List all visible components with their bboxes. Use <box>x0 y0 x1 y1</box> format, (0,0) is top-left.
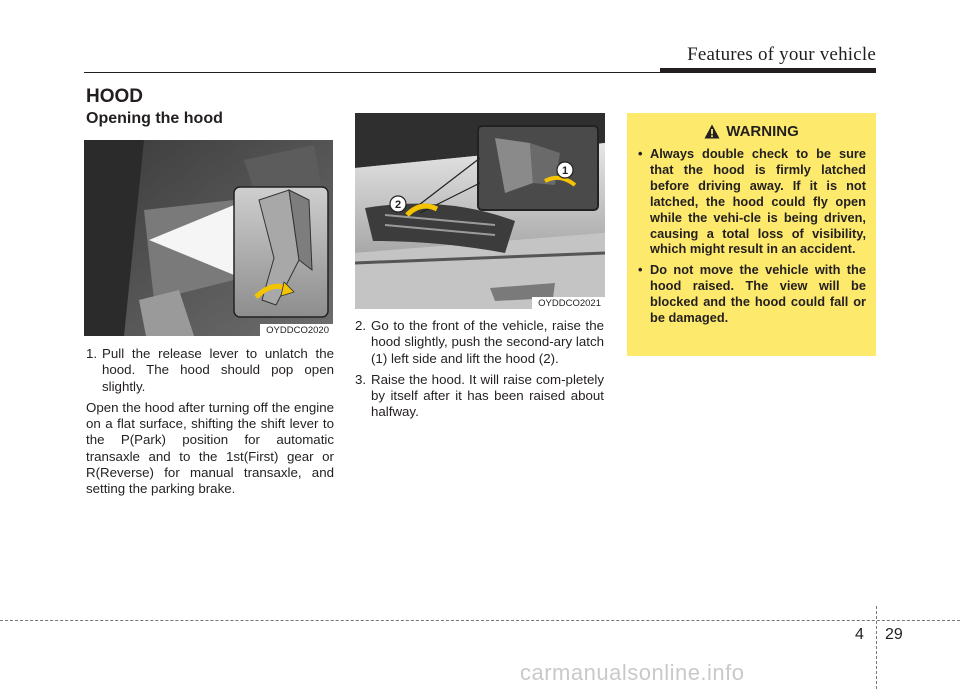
step-3-text: Raise the hood. It will raise com-pletely by itself after it has been raised about halfway. <box>371 371 604 420</box>
warning-box <box>627 113 876 356</box>
instruction-paragraph: Open the hood after turning off the engine on a flat surface, shifting the shift lever to the P(Park) position for automatic transaxle and to the 1st(First) gear or R(Reverse) for manual transaxle, and setting the parking brake. <box>86 399 334 497</box>
hood-latch-illustration <box>355 113 605 309</box>
warning-item-1 <box>637 146 866 257</box>
callout-1-text: 1 <box>561 165 569 177</box>
header-rule-thick <box>660 68 876 73</box>
header-rule-thin <box>84 72 660 73</box>
footer-dashed-rule <box>0 620 960 621</box>
bullet: • <box>638 146 643 161</box>
warning-header <box>637 123 866 140</box>
warning-item-1-text: Always double check to be sure that the hood is firmly latched before driving away. If it is not latched, the hood could fly open while the vehi-cle is being driven, causing a total loss of visibility, which might result in an accident. <box>650 146 866 257</box>
step-2 <box>355 318 604 367</box>
middle-column-text <box>355 318 604 421</box>
footer-dashed-divider <box>876 606 877 689</box>
warning-title: WARNING <box>726 123 799 140</box>
warning-item-2-text: Do not move the vehicle with the hood raised. The view will be blocked and the hood could fall or be damaged. <box>650 262 866 326</box>
warning-item-2 <box>637 262 866 326</box>
left-column-text <box>86 346 334 498</box>
callout-2-text: 2 <box>394 199 402 211</box>
release-lever-illustration <box>84 140 333 336</box>
figure-code-left: OYDDCO2020 <box>260 324 333 336</box>
step-3 <box>355 372 604 421</box>
watermark: carmanualsonline.info <box>520 660 745 685</box>
warning-list <box>637 146 866 326</box>
section-title: HOOD <box>86 86 143 107</box>
bullet: • <box>638 262 643 278</box>
step-3-number: 3. <box>355 371 367 387</box>
figure-release-lever <box>84 140 333 336</box>
warning-triangle-icon <box>704 124 720 139</box>
page-number: 29 <box>885 626 903 643</box>
step-1-number: 1. <box>86 346 98 361</box>
step-1-text: Pull the release lever to unlatch the hood. The hood should pop open slightly. <box>102 346 334 394</box>
step-2-number: 2. <box>355 318 367 333</box>
figure-hood-latch <box>355 113 605 309</box>
step-1 <box>86 346 334 395</box>
figure-code-middle: OYDDCO2021 <box>532 297 605 309</box>
subheading: Opening the hood <box>86 110 223 127</box>
chapter-number: 4 <box>855 626 864 643</box>
step-2-text: Go to the front of the vehicle, raise the hood slightly, push the second-ary latch (1) left side and lift the hood (2). <box>371 318 604 366</box>
running-header: Features of your vehicle <box>687 44 876 65</box>
